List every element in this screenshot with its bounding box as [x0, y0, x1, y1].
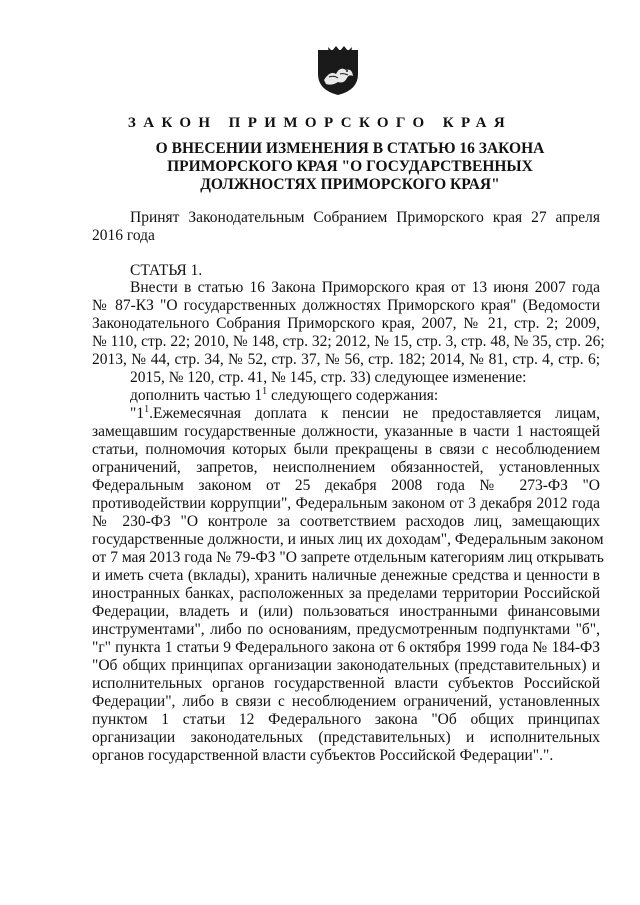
quote-line: инструментами", либо по основаниям, предусмотренным подпунктами "б",	[92, 621, 600, 638]
quote-first-line	[92, 405, 600, 423]
quote-line: исполнительных органов государственной власти субъектов Российской	[92, 675, 600, 692]
body-line: 2013, № 44, стр. 34, № 52, стр. 37, № 56, стр. 182; 2014, № 81, стр. 4, стр. 6;	[92, 351, 600, 368]
amendment-intro-text: следующего содержания:	[267, 387, 439, 404]
quote-line: органов государственной власти субъектов Российской Федерации".".	[92, 747, 554, 764]
quote-line: Федерации", либо в связи с несоблюдением ограничений, установленных	[92, 693, 600, 710]
body-line: Законодательного Собрания Приморского края, 2007, № 21, стр. 2; 2009,	[92, 315, 600, 332]
quote-line: Федеральным законом от 25 декабря 2008 года № 273-ФЗ "О	[92, 477, 600, 494]
quote-line: пунктом 1 статьи 12 Федерального закона "Об общих принципах	[92, 711, 600, 728]
quote-text: "1	[130, 405, 145, 422]
quote-line: статьи, полномочия которых были прекращены в связи с несоблюдением	[92, 441, 600, 458]
adoption-line: Принят Законодательным Собранием Приморского края 27 апреля	[130, 209, 600, 226]
subject-line: ПРИМОРСКОГО КРАЯ "О ГОСУДАРСТВЕННЫХ	[167, 158, 533, 175]
subject-line: ДОЛЖНОСТЯХ ПРИМОРСКОГО КРАЯ"	[200, 176, 500, 193]
quote-line: Федерации, владеть и (или) пользоваться иностранными финансовыми	[92, 603, 600, 620]
law-title: ЗАКОН ПРИМОРСКОГО КРАЯ	[127, 115, 513, 131]
law-subject	[120, 140, 580, 194]
quote-line: замещавшим государственные должности, указанные в части 1 настоящей	[92, 423, 600, 440]
quote-text: .Ежемесячная доплата к пенсии не предоставляется лицам,	[149, 405, 600, 422]
body-line: 2015, № 120, стр. 41, № 145, стр. 33) следующее изменение:	[130, 369, 527, 386]
quote-line: иностранных банках, расположенных за пределами территории Российской	[92, 585, 600, 602]
article-heading: СТАТЬЯ 1.	[130, 262, 203, 279]
superscript: 1	[262, 386, 268, 397]
subject-line: О ВНЕСЕНИИ ИЗМЕНЕНИЯ В СТАТЬЮ 16 ЗАКОНА	[155, 140, 545, 157]
amendment-intro	[92, 387, 600, 405]
quote-line: ограничений, запретов, неисполнением обязанностей, установленных	[92, 459, 600, 476]
article-body	[92, 279, 605, 765]
coat-of-arms-icon	[316, 44, 360, 96]
quote-line: "г" пункта 1 статьи 9 Федерального закона от 6 октября 1999 года № 184-ФЗ	[92, 639, 600, 656]
quote-line: от 7 мая 2013 года № 79-ФЗ "О запрете отдельным категориям лиц открывать	[92, 549, 604, 566]
body-line: № 87-КЗ "О государственных должностях Приморского края" (Ведомости	[92, 297, 600, 314]
quote-line: и иметь счета (вклады), хранить наличные денежные средства и ценности в	[92, 567, 600, 584]
quote-line: № 230-ФЗ "О контроле за соответствием расходов лиц, замещающих	[92, 513, 600, 530]
body-line: Внести в статью 16 Закона Приморского края от 13 июня 2007 года	[130, 279, 600, 296]
adoption-note	[92, 209, 600, 245]
quote-line: противодействии коррупции", Федеральным законом от 3 декабря 2012 года	[92, 495, 600, 512]
quote-line: организации законодательных (представительных) и исполнительных	[92, 729, 600, 746]
body-line: № 110, стр. 22; 2010, № 148, стр. 32; 2012, № 15, стр. 3, стр. 48, № 35, стр. 26;	[92, 333, 605, 350]
quote-line: "Об общих принципах организации законодательных (представительных) и	[92, 657, 600, 674]
superscript: 1	[144, 404, 150, 415]
quote-line: государственные должности, и иных лиц их доходам", Федеральным законом	[92, 531, 604, 548]
adoption-line: 2016 года	[92, 227, 155, 244]
amendment-intro-text: дополнить частью 1	[130, 387, 263, 404]
